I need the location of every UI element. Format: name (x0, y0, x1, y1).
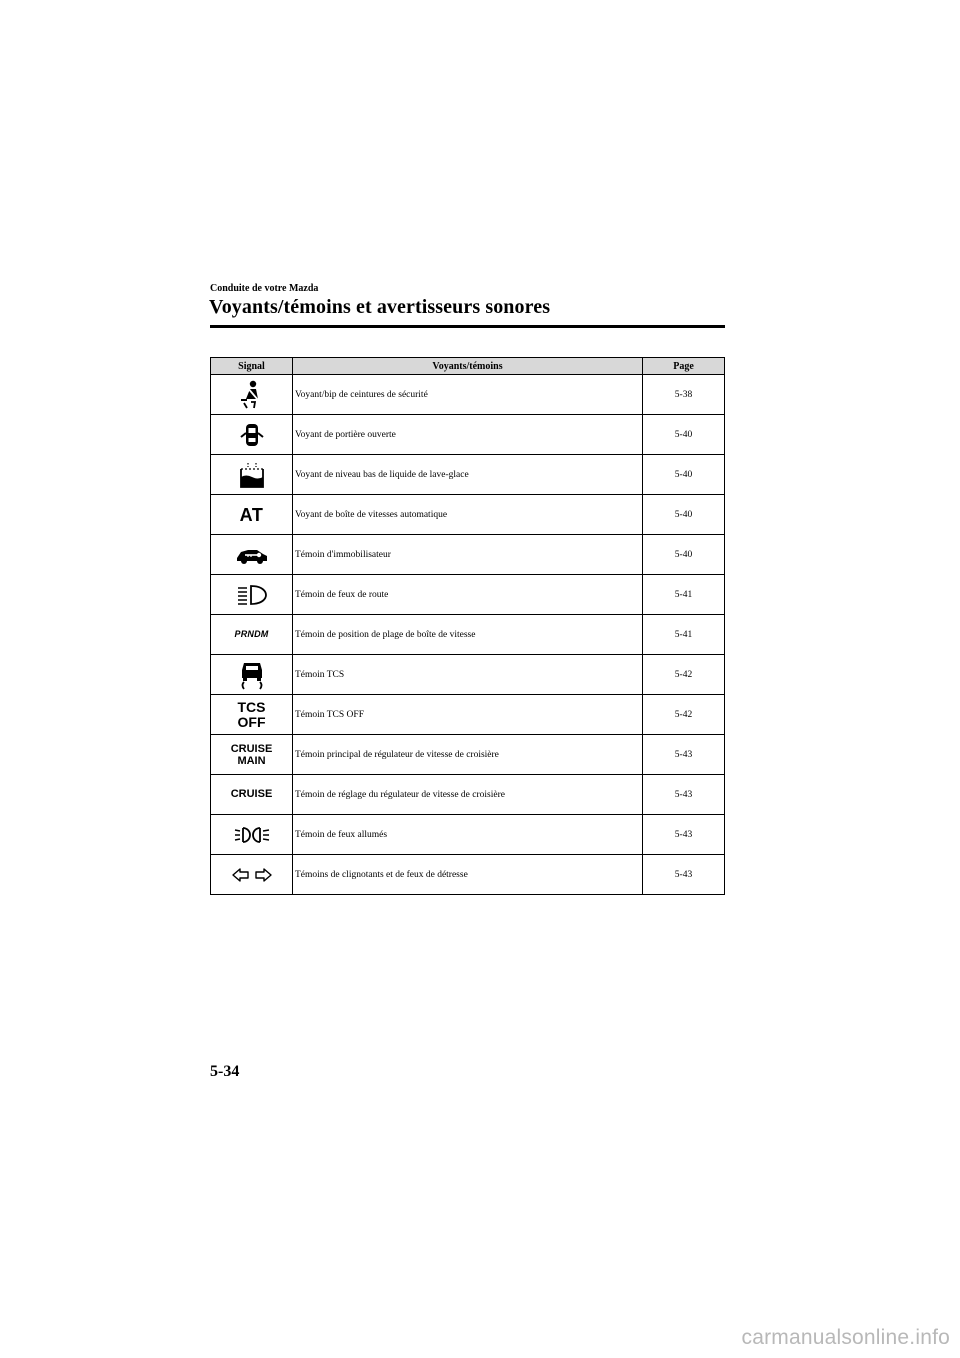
table-row (211, 575, 725, 615)
page-ref: 5-38 (643, 375, 725, 415)
indicator-name: Témoin principal de régulateur de vitesse de croisière (293, 735, 643, 775)
signal-cell (211, 415, 293, 455)
page-ref: 5-43 (643, 815, 725, 855)
indicator-name: Voyant de niveau bas de liquide de lave-glace (293, 455, 643, 495)
door-ajar-icon (238, 422, 266, 448)
tcs-off-line1: TCS (237, 698, 266, 715)
indicator-name: Témoins de clignotants et de feux de détresse (293, 855, 643, 895)
at-icon: AT (239, 504, 264, 525)
table-row (211, 375, 725, 415)
page-ref: 5-42 (643, 655, 725, 695)
watermark: carmanualsonline.info (741, 1326, 950, 1349)
page-ref: 5-43 (643, 775, 725, 815)
table-row (211, 455, 725, 495)
cruise-main-icon (231, 743, 273, 767)
cruise-main-line1: CRUISE (230, 742, 273, 755)
indicator-name: Voyant de boîte de vitesses automatique (293, 495, 643, 535)
tcs-off-icon (238, 700, 266, 730)
page-ref: 5-40 (643, 535, 725, 575)
table-row (211, 775, 725, 815)
page-ref: 5-42 (643, 695, 725, 735)
header-page: Page (643, 358, 725, 375)
indicator-name: Témoin de feux allumés (293, 815, 643, 855)
table-row (211, 655, 725, 695)
signal-cell (211, 695, 293, 735)
indicator-name: Témoin de réglage du régulateur de vitesse de croisière (293, 775, 643, 815)
section-label: Conduite de votre Mazda (210, 283, 319, 294)
immobilizer-icon (235, 545, 269, 565)
prndm-icon: PRNDM (234, 628, 269, 639)
table-row (211, 415, 725, 455)
signal-cell (211, 775, 293, 815)
signal-cell (211, 655, 293, 695)
indicator-name: Voyant de portière ouverte (293, 415, 643, 455)
page-ref: 5-40 (643, 495, 725, 535)
indicator-name: Témoin TCS (293, 655, 643, 695)
signal-cell (211, 495, 293, 535)
header-name: Voyants/témoins (293, 358, 643, 375)
indicator-name: Témoin TCS OFF (293, 695, 643, 735)
table-row (211, 815, 725, 855)
cruise-icon: CRUISE (230, 788, 273, 800)
page-number: 5-34 (210, 1063, 240, 1080)
tcs-icon (238, 660, 266, 690)
page-title: Voyants/témoins et avertisseurs sonores (209, 296, 551, 318)
signal-cell (211, 455, 293, 495)
signal-cell (211, 735, 293, 775)
page-ref: 5-43 (643, 855, 725, 895)
signal-cell (211, 615, 293, 655)
table-row (211, 735, 725, 775)
indicator-name: Témoin de position de plage de boîte de vitesse (293, 615, 643, 655)
signal-cell (211, 815, 293, 855)
indicator-name: Voyant/bip de ceintures de sécurité (293, 375, 643, 415)
lights-on-icon (233, 825, 271, 845)
turn-signal-icon (230, 866, 274, 884)
table-header-row (211, 358, 725, 375)
washer-fluid-icon (238, 461, 266, 489)
signal-cell (211, 535, 293, 575)
signal-cell (211, 855, 293, 895)
page-ref: 5-40 (643, 455, 725, 495)
table-row (211, 695, 725, 735)
title-rule (210, 325, 725, 328)
page-ref: 5-41 (643, 575, 725, 615)
cruise-main-line2: MAIN (237, 754, 266, 767)
header-signal: Signal (211, 358, 293, 375)
signal-cell (211, 575, 293, 615)
seatbelt-icon (238, 380, 266, 410)
signal-cell (211, 375, 293, 415)
table-row (211, 855, 725, 895)
indicator-name: Témoin d'immobilisateur (293, 535, 643, 575)
indicator-name: Témoin de feux de route (293, 575, 643, 615)
high-beam-icon (236, 584, 268, 606)
table-row (211, 495, 725, 535)
page-ref: 5-40 (643, 415, 725, 455)
page-ref: 5-43 (643, 735, 725, 775)
tcs-off-line2: OFF (237, 713, 266, 730)
page-ref: 5-41 (643, 615, 725, 655)
table-row (211, 615, 725, 655)
indicator-table (210, 357, 725, 895)
table-row (211, 535, 725, 575)
